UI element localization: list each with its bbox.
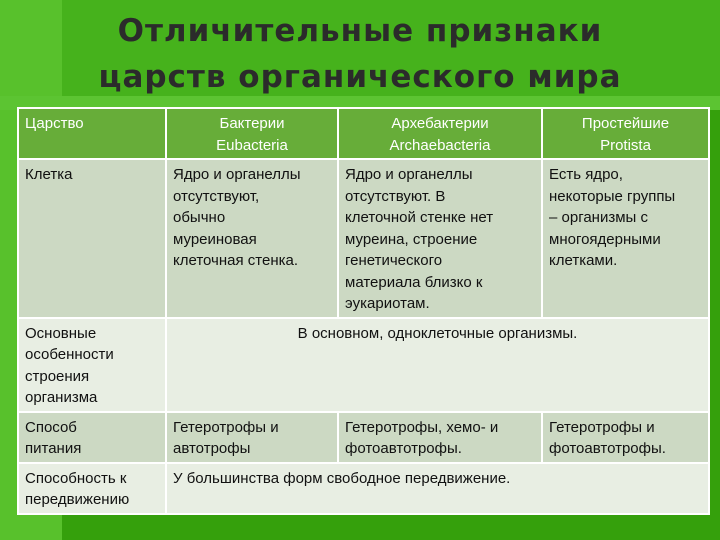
slide-title bbox=[0, 8, 720, 100]
cell-text-line: – организмы с bbox=[549, 209, 648, 226]
cell-text-line: отсутствуют, bbox=[173, 187, 260, 205]
cell-nutrition-bacteria bbox=[166, 412, 338, 463]
row-label-cell bbox=[18, 159, 166, 318]
cell-text-line: отсутствуют. В bbox=[345, 187, 446, 205]
row-label-text: передвижению bbox=[25, 491, 130, 508]
row-label-structure bbox=[18, 318, 166, 412]
row-label-text: особенности bbox=[25, 346, 114, 363]
cell-text-line: У большинства форм свободное передвижение. bbox=[173, 469, 511, 487]
cell-text-line: автотрофы bbox=[173, 440, 251, 457]
cell-text-line: эукариотам. bbox=[345, 295, 430, 312]
cell-text-line: В основном, одноклеточные организмы. bbox=[297, 324, 578, 342]
cell-text-line: Гетеротрофы и bbox=[173, 418, 279, 436]
header-bacteria-latin: Eubacteria bbox=[216, 136, 288, 154]
table-header-row bbox=[18, 108, 709, 159]
cell-text-line: фотоавтотрофы. bbox=[549, 440, 666, 457]
header-archaea-latin: Archaebacteria bbox=[389, 136, 491, 154]
header-archaea-ru: Архебактерии bbox=[391, 115, 489, 132]
row-label-text: питания bbox=[25, 440, 82, 457]
cell-nutrition-archaea bbox=[338, 412, 542, 463]
header-kingdom bbox=[18, 108, 166, 159]
cell-nutrition-protista bbox=[542, 412, 709, 463]
row-label-text: Клетка bbox=[25, 166, 73, 183]
cell-structure-all bbox=[166, 318, 709, 412]
header-kingdom-label: Царство bbox=[25, 115, 84, 132]
cell-text-line: обычно bbox=[173, 209, 226, 226]
cell-text-line: муреиновая bbox=[173, 230, 257, 248]
cell-text-line: Есть ядро, bbox=[549, 166, 623, 183]
table-row-movement bbox=[18, 463, 709, 514]
table-row-cell bbox=[18, 159, 709, 318]
row-label-text: Основные bbox=[25, 324, 97, 342]
cell-movement-all bbox=[166, 463, 709, 514]
cell-text-line: многоядерными bbox=[549, 230, 661, 248]
table-row-nutrition bbox=[18, 412, 709, 463]
header-bacteria-ru: Бактерии bbox=[219, 115, 285, 132]
header-archaea bbox=[338, 108, 542, 159]
header-bacteria bbox=[166, 108, 338, 159]
cell-text-line: Гетеротрофы и bbox=[549, 418, 655, 436]
cell-text-line: муреина, строение bbox=[345, 230, 478, 248]
table-row-structure bbox=[18, 318, 709, 412]
row-label-movement bbox=[18, 463, 166, 514]
cell-protista bbox=[542, 159, 709, 318]
cell-text-line: Гетеротрофы, хемо- и bbox=[345, 418, 499, 436]
kingdoms-table bbox=[17, 107, 710, 515]
row-label-text: организма bbox=[25, 389, 98, 406]
cell-text-line: клетками. bbox=[549, 252, 618, 269]
cell-text-line: Ядро и органеллы bbox=[345, 166, 473, 183]
cell-text-line: клеточной стенке нет bbox=[345, 209, 494, 226]
row-label-text: Способность к bbox=[25, 469, 127, 487]
header-protista bbox=[542, 108, 709, 159]
title-line-1: Отличительные признаки bbox=[117, 13, 603, 49]
cell-text-line: генетического bbox=[345, 252, 443, 269]
row-label-nutrition bbox=[18, 412, 166, 463]
row-label-text: строения bbox=[25, 367, 90, 385]
title-line-2: царств органического мира bbox=[98, 59, 622, 95]
cell-text-line: материала близко к bbox=[345, 273, 483, 291]
header-protista-ru: Простейшие bbox=[581, 115, 670, 132]
cell-archaea bbox=[338, 159, 542, 318]
cell-text-line: некоторые группы bbox=[549, 187, 676, 205]
cell-text-line: фотоавтотрофы. bbox=[345, 440, 462, 457]
cell-text-line: Ядро и органеллы bbox=[173, 166, 301, 183]
cell-bacteria bbox=[166, 159, 338, 318]
header-protista-latin: Protista bbox=[600, 136, 651, 154]
row-label-text: Способ bbox=[25, 418, 77, 436]
cell-text-line: клеточная стенка. bbox=[173, 252, 299, 269]
